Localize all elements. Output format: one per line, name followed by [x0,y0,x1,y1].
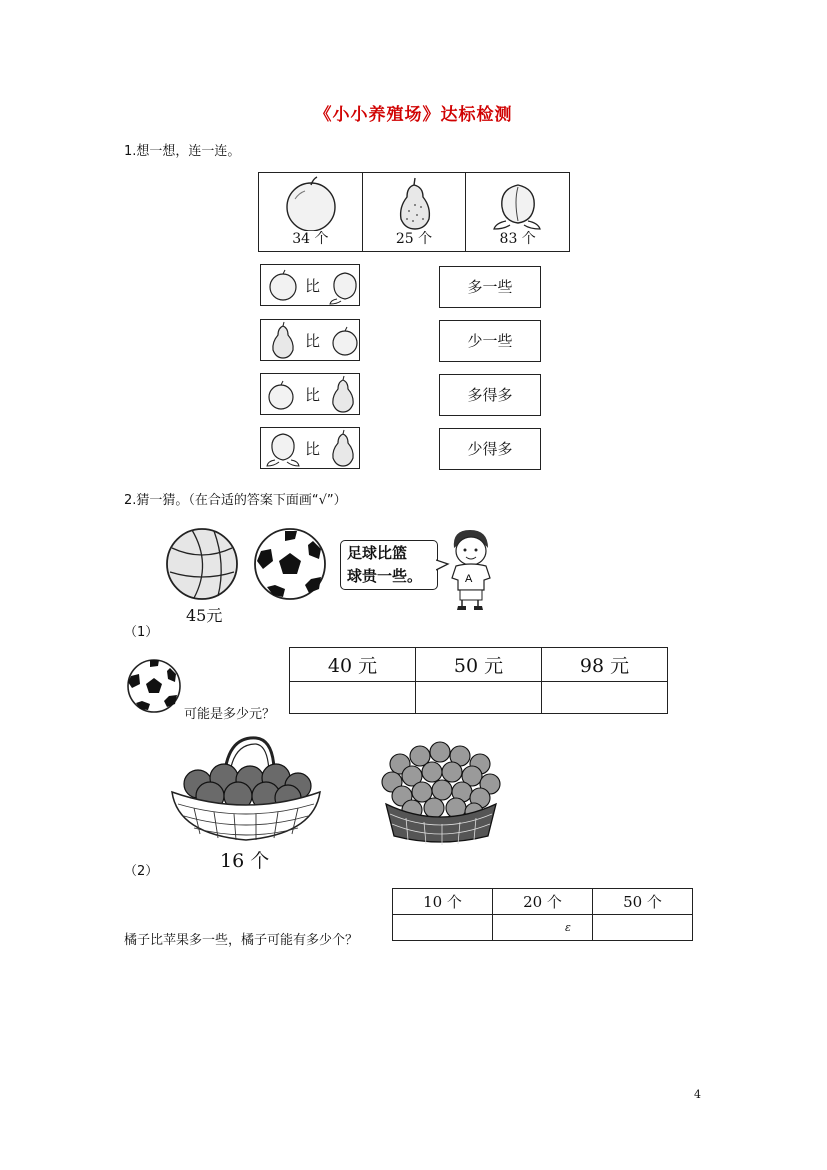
compare-box-apple-peach[interactable] [260,264,360,306]
question-2-label: 2.猜一猜。（在合适的答案下面画“√”） [124,493,347,508]
compare-word: 比 [305,332,321,350]
answer-cell-20[interactable] [493,915,593,941]
count-option-20: 20 个 [493,889,593,915]
speech-bubble [340,540,438,590]
apple-icon [259,175,362,231]
compare-word: 比 [305,386,321,404]
answer-box-2[interactable]: 少一些 [439,320,541,362]
apple-icon [269,381,293,409]
speech-line-2: 球贵一些。 [347,567,423,585]
compare-box-apple-pear[interactable] [260,373,360,415]
part-1-number: （1） [124,625,159,640]
fruit-cell-peach [466,173,569,251]
pencil-mark: ε [565,921,571,934]
part-2-number: （2） [124,864,159,879]
count-options-table [392,888,693,941]
apple-count-label: 16 个 [220,850,270,872]
pear-icon [273,322,293,358]
apple-count: 34 个 [292,231,329,247]
peach-count: 83 个 [499,231,536,247]
answer-box-1[interactable]: 多一些 [439,266,541,308]
orange-basket-icon [376,738,504,846]
pear-icon [333,430,353,466]
compare-word: 比 [305,277,321,295]
price-options-table [289,647,668,714]
count-option-50: 50 个 [593,889,693,915]
answer-cell-10[interactable] [393,915,493,941]
compare-box-pear-apple[interactable] [260,319,360,361]
answer-cell-98[interactable] [542,682,668,714]
speech-line-1: 足球比篮 [347,544,408,562]
peach-icon [267,434,299,466]
peach-icon [466,175,569,231]
pear-icon [363,175,466,231]
count-option-10: 10 个 [393,889,493,915]
part-1-question: 可能是多少元？ [184,707,276,722]
basketball-price: 45元 [186,606,223,625]
apple-icon [270,270,296,300]
fruit-count-table [258,172,570,252]
compare-box-peach-pear[interactable] [260,427,360,469]
price-option-40: 40 元 [290,648,416,682]
question-1-label: 1.想一想，连一连。 [124,144,241,159]
answer-cell-50[interactable] [593,915,693,941]
page-number: 4 [694,1088,701,1101]
pear-icon [333,376,353,412]
svg-text:A: A [465,573,473,585]
fruit-cell-pear [363,173,467,251]
soccer-ball-icon [126,658,182,714]
answer-box-3[interactable]: 多得多 [439,374,541,416]
soccer-ball-icon [253,527,329,603]
basketball-icon [164,526,242,604]
peach-icon [330,273,356,304]
pear-count: 25 个 [395,231,433,247]
price-option-98: 98 元 [542,648,668,682]
page-title: 《小小养殖场》达标检测 [314,105,513,125]
apple-basket-icon [164,734,328,846]
fruit-cell-apple [259,173,363,251]
apple-icon [333,327,357,355]
compare-word: 比 [305,440,321,458]
boy-icon [444,526,500,612]
answer-box-4[interactable]: 少得多 [439,428,541,470]
part-2-question: 橘子比苹果多一些，橘子可能有多少个？ [124,933,359,948]
price-option-50: 50 元 [416,648,542,682]
answer-cell-40[interactable] [290,682,416,714]
answer-cell-50[interactable] [416,682,542,714]
